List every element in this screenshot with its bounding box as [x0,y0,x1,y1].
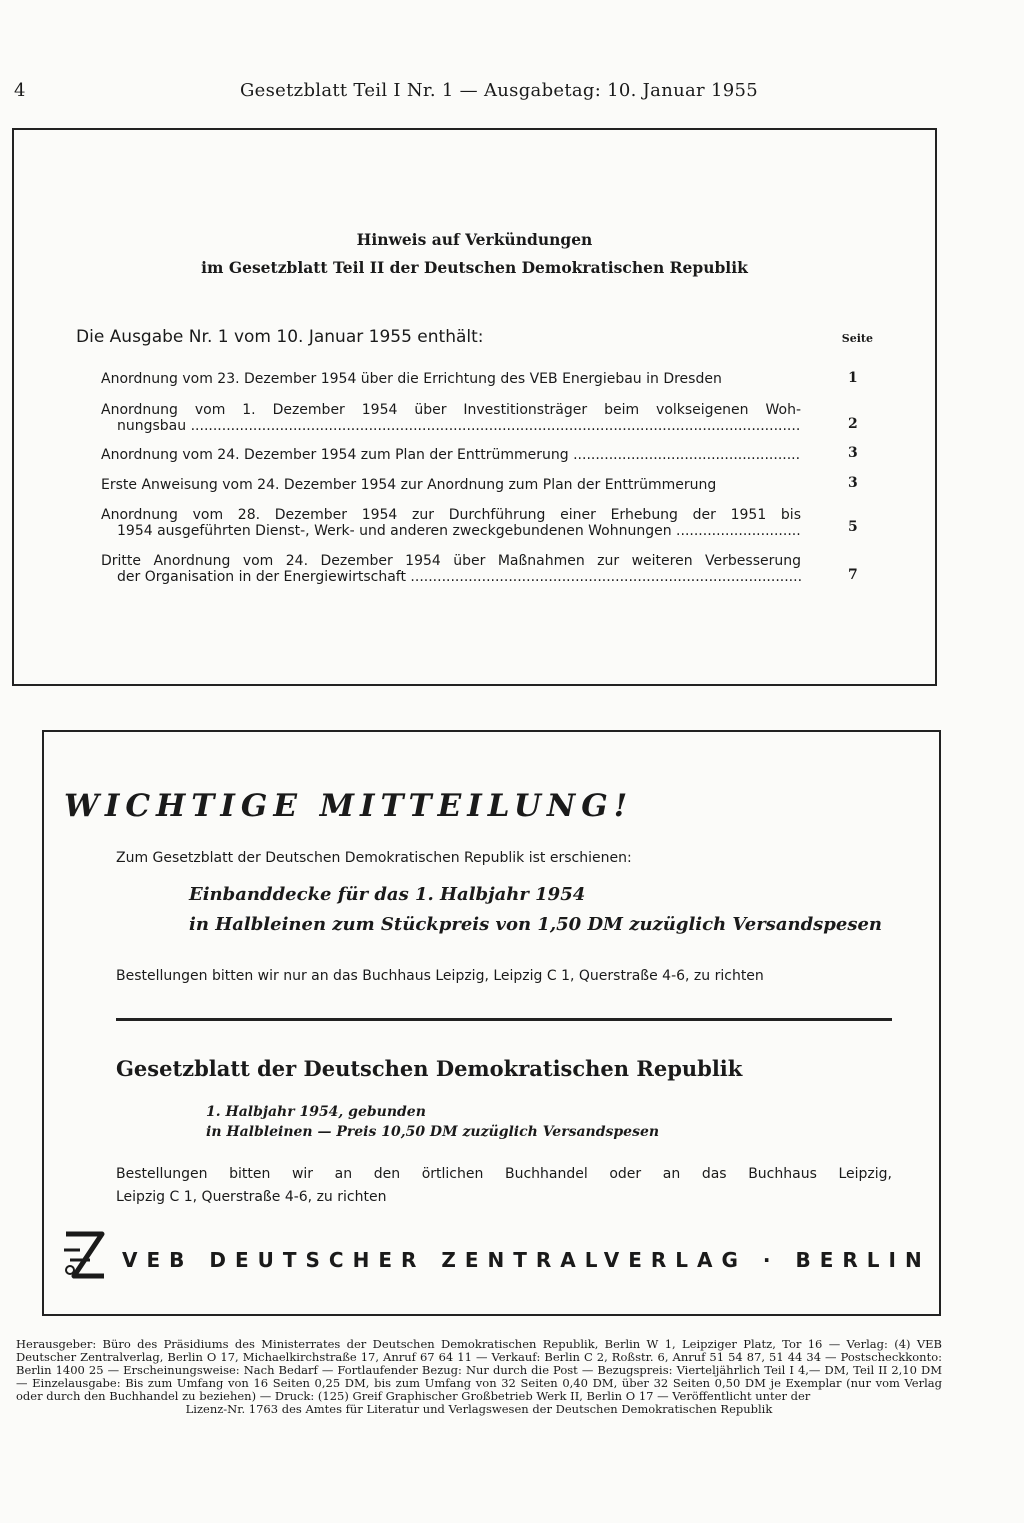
offer-title: Einbanddecke für das 1. Halbjahr 1954 [189,884,586,905]
entry-text: Anordnung vom 1. Dezember 1954 über Investitionsträger beim volkseigenen Woh- [101,402,801,418]
entry-page: 5 [848,519,858,535]
entry-text: Anordnung vom 28. Dezember 1954 zur Durchführung einer Erhebung der 1951 bis [101,507,801,523]
page-header [14,80,1014,110]
entry-text: Dritte Anordnung vom 24. Dezember 1954 über Maßnahmen zur weiteren Verbesserung [101,553,801,569]
notice-entry [101,447,801,463]
notice-entry [101,477,801,493]
notice-entry [101,371,801,387]
order-note-2-cont: Leipzig C 1, Querstraße 4-6, zu richten [116,1189,387,1205]
entry-page: 3 [848,445,858,461]
entry-text: Erste Anweisung vom 24. Dezember 1954 zur Anordnung zum Plan der Enttrümmerung [101,477,717,493]
notice-intro: Die Ausgabe Nr. 1 vom 10. Januar 1955 enthält: [76,327,484,347]
imprint-footer [16,1338,942,1416]
entry-page: 2 [848,416,858,432]
divider [116,1018,892,1021]
entry-text: Anordnung vom 23. Dezember 1954 über die Errichtung des VEB Energiebau in Dresden [101,371,722,387]
publisher-logo-icon [60,1230,108,1284]
page-column-label: Seite [841,332,873,345]
offer-price: in Halbleinen zum Stückpreis von 1,50 DM zuzüglich Versandspesen [189,914,882,935]
entry-text-cont: nungsbau ..... [101,418,801,434]
entry-page: 1 [848,370,858,386]
notice-entry [101,402,801,434]
announcement-box [42,730,941,1316]
entry-text-cont: 1954 ausgeführten Dienst-, Werk- und anderen zweckgebundenen Wohnungen ..... [101,523,801,539]
notice-heading: Hinweis auf Verkündungen [356,230,593,249]
notice-entry [101,553,801,585]
volume-price: in Halbleinen — Preis 10,50 DM zuzüglich Versandspesen [206,1124,660,1140]
notice-entry [101,507,801,539]
entry-page: 7 [848,567,858,583]
order-note: Bestellungen bitten wir nur an das Buchhaus Leipzig, Leipzig C 1, Querstraße 4-6, zu richten [116,968,764,984]
entry-text: Anordnung vom 24. Dezember 1954 zum Plan der Enttrümmerung ..... [101,447,801,463]
entry-text-cont: der Organisation in der Energiewirtschaft ..... [101,569,801,585]
volume-info: 1. Halbjahr 1954, gebunden [206,1104,426,1120]
page-number: 4 [14,80,26,101]
imprint-text: Herausgeber: Büro des Präsidiums des Ministerrates der Deutschen Demokratischen Republik, Berlin W 1, Leipziger Platz, Tor 16 — Verlag: (4) VEB Deutscher Zentralverlag, Berlin O 17, Michaelkirchstraße 17, Anruf 67 64 11 — Verkauf: Berlin C 2, Roßstr. 6, Anruf 51 54 87, 51 44 34 — Postscheckkonto: Berlin 1400 25 — Erscheinungsweise: Nach Bedarf — Fortlaufender Bezug: Nur durch die Post — Bezugspreis: Vierteljährlich Teil I 4,— DM, Teil II 2,10 DM — Einzelausgabe: Bis zum Umfang von 16 Seiten 0,25 DM, bis zum Umfang von 32 Seiten 0,40 DM, über 32 Seiten 0,50 DM je Exemplar (nur vom Verlag oder durch den Buchhandel zu beziehen) — Druck: (125) Greif Graphischer Großbetrieb Werk II, Berlin O 17 — Veröffentlicht unter der [16,1337,942,1403]
notice-subheading: im Gesetzblatt Teil II der Deutschen Demokratischen Republik [201,258,748,277]
announcement-wordmark: WICHTIGE MITTEILUNG! [64,788,634,824]
license-line: Lizenz-Nr. 1763 des Amtes für Literatur und Verlagswesen der Deutschen Demokratischen Republik [185,1402,773,1416]
header-title: Gesetzblatt Teil I Nr. 1 — Ausgabetag: 10. Januar 1955 [240,80,758,101]
gazette-title: Gesetzblatt der Deutschen Demokratischen Republik [116,1056,743,1081]
order-note-2: Bestellungen bitten wir an den örtlichen Buchhandel oder an das Buchhaus Leipzig, [116,1166,892,1182]
notice-box [12,128,937,686]
publisher-name: VEB DEUTSCHER ZENTRALVERLAG · BERLIN [122,1248,931,1272]
announcement-intro: Zum Gesetzblatt der Deutschen Demokratischen Republik ist erschienen: [116,850,632,866]
entry-page: 3 [848,475,858,491]
